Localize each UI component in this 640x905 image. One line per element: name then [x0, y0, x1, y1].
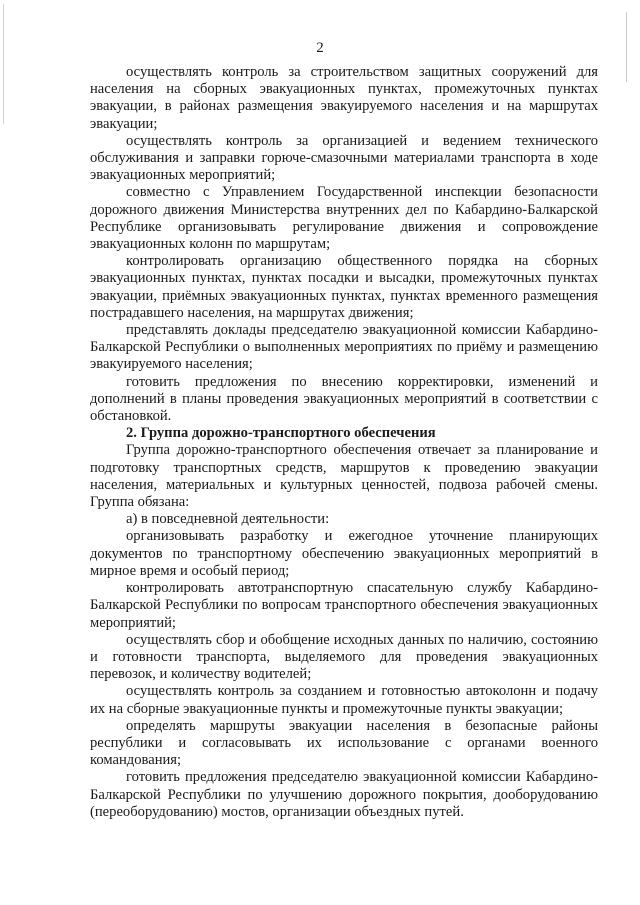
paragraph: организовывать разработку и ежегодное уточнение планирующих документов по транспортному обеспечению эвакуационных мероприятий в мирное время и особый период; — [90, 528, 598, 579]
paragraph: Группа дорожно-транспортного обеспечения отвечает за планирование и подготовку транспортных средств, маршрутов к проведению эвакуации населения, материальных и культурных ценностей, подвоза рабочей смены. Группа обязана: — [90, 442, 598, 511]
section-heading: 2. Группа дорожно-транспортного обеспечения — [126, 425, 436, 442]
paragraph: контролировать организацию общественного порядка на сборных эвакуационных пунктах, пунктах посадки и высадки, промежуточных пунктах эвакуации, приёмных эвакуационных пунктах, пунктах временного размещения пострадавшего населения, на маршрутах движения; — [90, 253, 598, 321]
paragraph: осуществлять контроль за строительством защитных сооружений для населения на сборных эвакуационных пунктах, промежуточных пунктах эвакуации, в районах размещения эвакуируемого населения и на маршрутах эвакуации; — [90, 64, 598, 132]
paragraph: а) в повседневной деятельности: — [126, 511, 330, 528]
paragraph: определять маршруты эвакуации населения в безопасные районы республики и согласовывать их использование с органами военного командования; — [90, 717, 598, 769]
paragraph: контролировать автотранспортную спасательную службу Кабардино-Балкарской Республики по вопросам транспортного обеспечения эвакуационных мероприятий; — [90, 580, 598, 631]
paragraph: осуществлять сбор и обобщение исходных данных по наличию, состоянию и готовности транспорта, выделяемого для проведения эвакуационных перевозок, и количеству водителей; — [90, 631, 598, 683]
paragraph: совместно с Управлением Государственной инспекции безопасности дорожного движения Министерства внутренних дел по Кабардино-Балкарской Республике организовывать регулирование движения и сопровождение эвакуационных колонн по маршрутам; — [90, 184, 598, 253]
page-number: 2 — [316, 40, 324, 56]
paragraph: готовить предложения председателю эвакуационной комиссии Кабардино-Балкарской Республики по улучшению дорожного покрытия, дооборудованию (переоборудованию) мостов, организации объездных путей. — [90, 769, 598, 820]
paragraph: представлять доклады председателю эвакуационной комиссии Кабардино-Балкарской Республики о выполненных мероприятиях по приёму и размещению эвакуируемого населения; — [90, 322, 598, 373]
paragraph: осуществлять контроль за организацией и ведением технического обслуживания и заправки горюче-смазочными материалами транспорта в ходе эвакуационных мероприятий; — [90, 132, 598, 184]
document-body — [90, 64, 598, 821]
paragraph: готовить предложения по внесению корректировки, изменений и дополнений в планы проведения эвакуационных мероприятий в соответствии с обстановкой. — [90, 373, 598, 425]
paragraph: осуществлять контроль за созданием и готовностью автоколонн и подачу их на сборные эвакуационные пункты и промежуточные пункты эвакуации; — [90, 683, 598, 717]
scan-margin-mark-left — [3, 4, 4, 124]
